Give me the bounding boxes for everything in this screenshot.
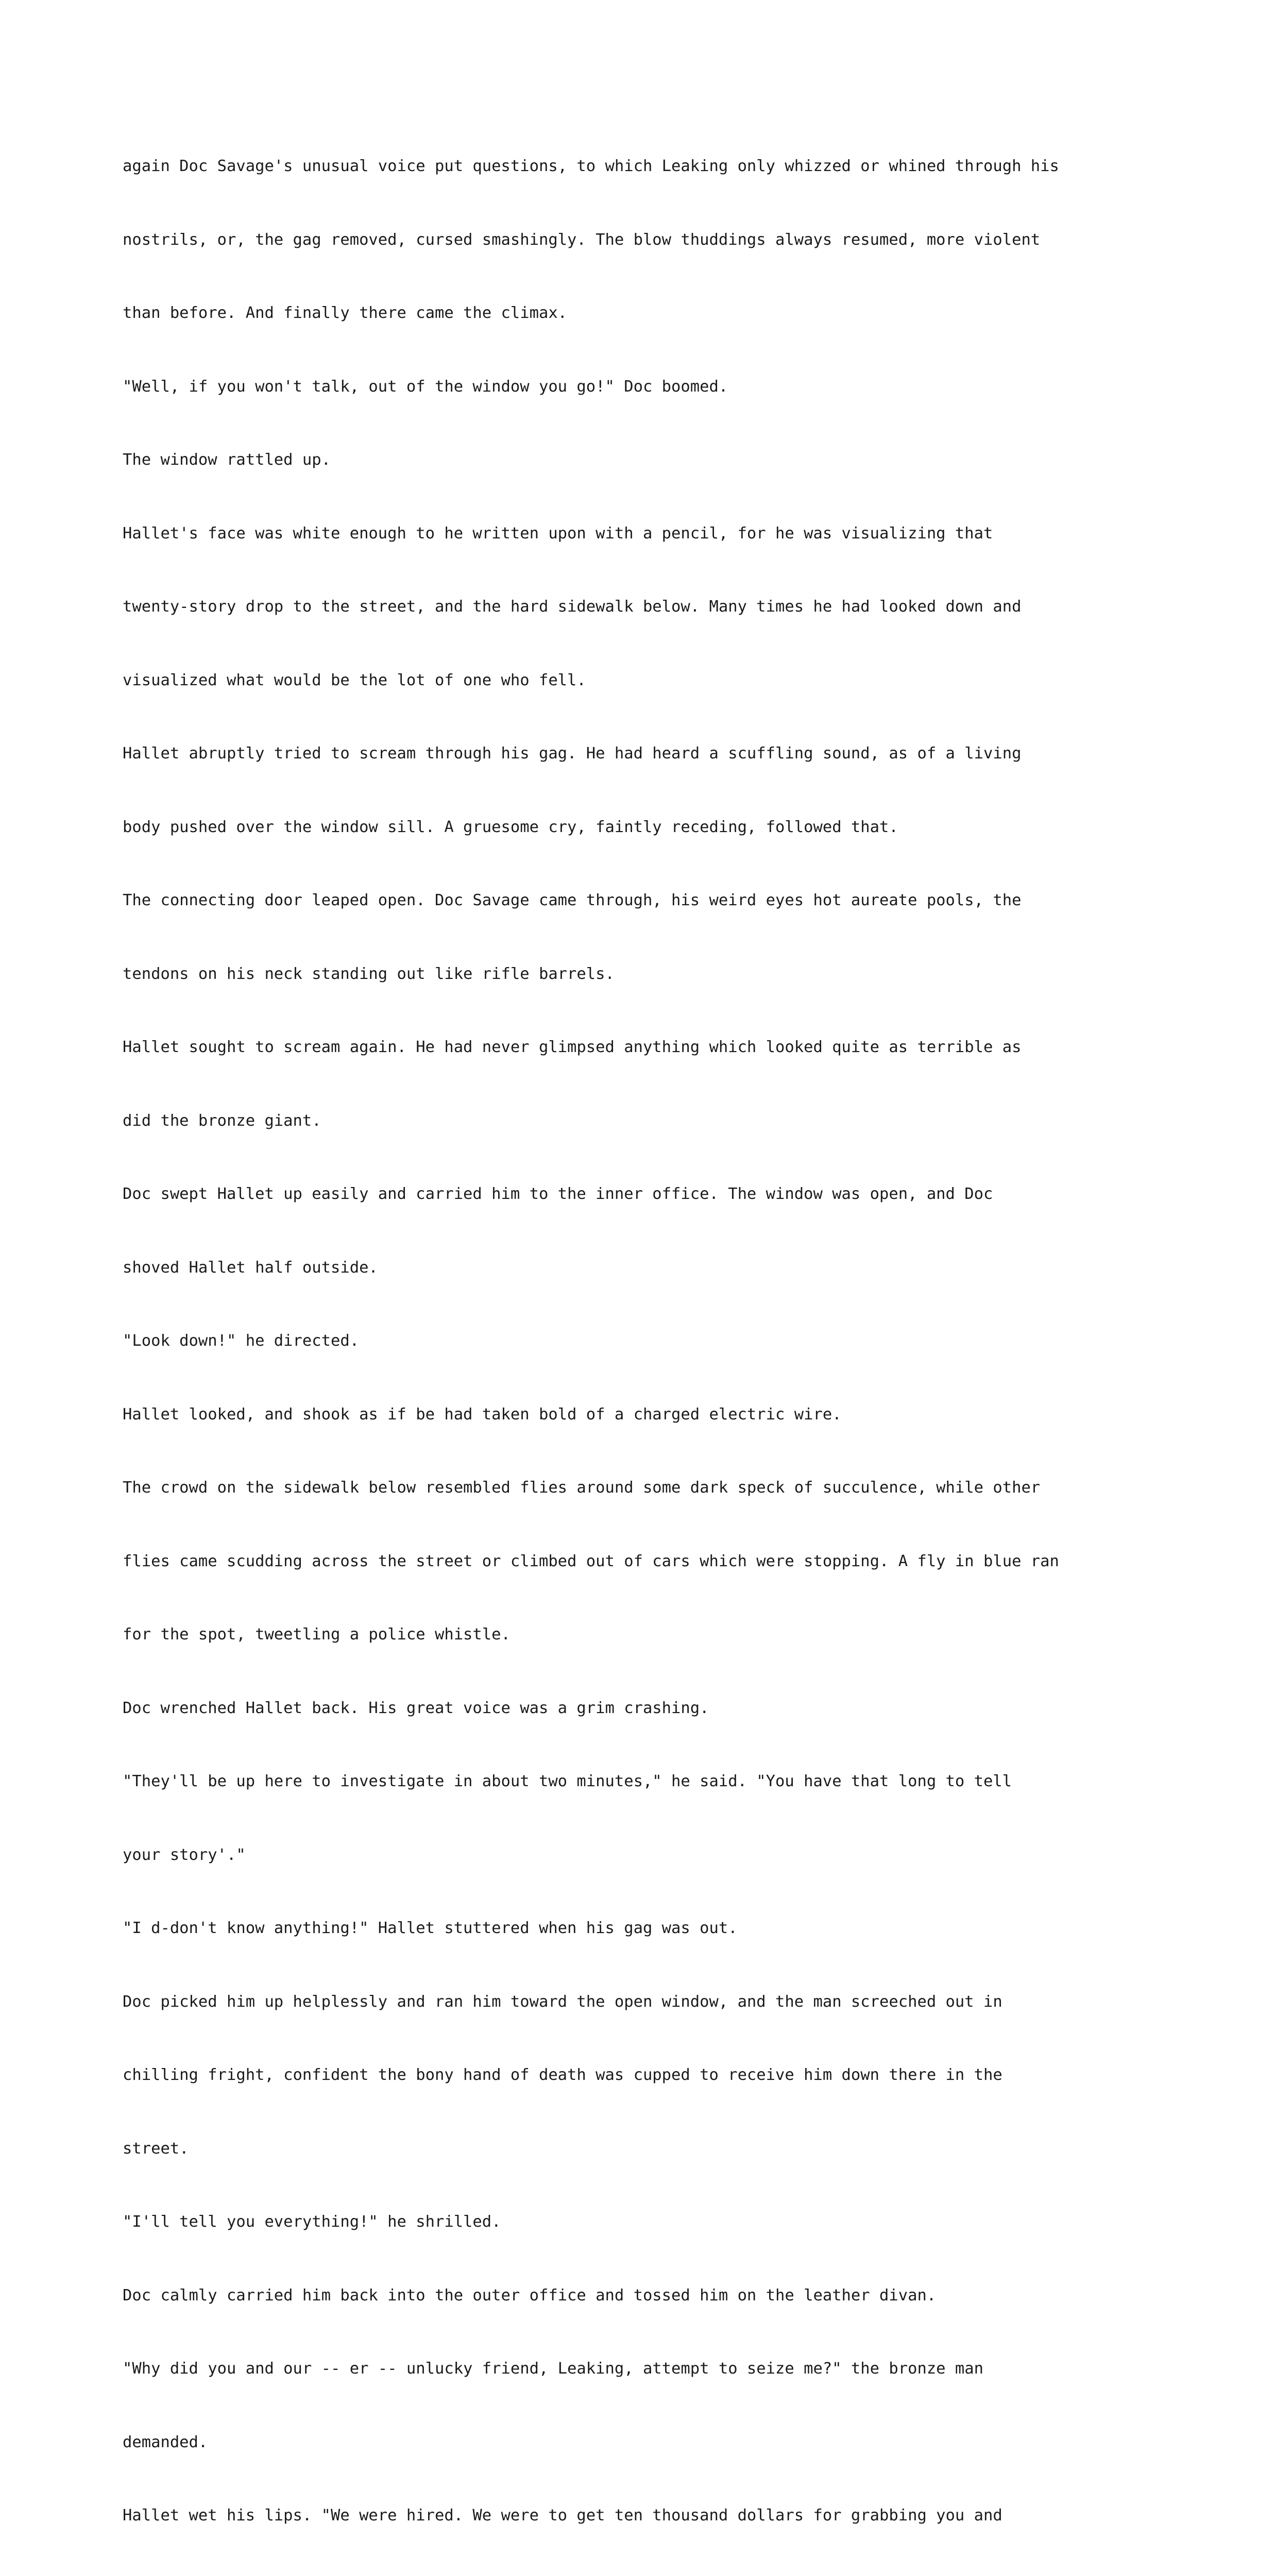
text-line: Hallet wet his lips. "We were hired. We were to get ten thousand dollars for grabbing you and — [123, 2506, 1002, 2524]
text-line: Doc picked him up helplessly and ran him toward the open window, and the man screeched out in — [123, 1992, 1002, 2011]
text-line: visualized what would be the lot of one who fell. — [123, 671, 586, 689]
text-line: "They'll be up here to investigate in about two minutes," he said. "You have that long to tell — [123, 1772, 1012, 1790]
text-line: The crowd on the sidewalk below resembled flies around some dark speck of succulence, while other — [123, 1479, 1041, 1497]
text-line: Doc swept Hallet up easily and carried him to the inner office. The window was open, and Doc — [123, 1185, 993, 1203]
text-line: The connecting door leaped open. Doc Savage came through, his weird eyes hot aureate pools, the — [123, 891, 1022, 909]
text-line: your story'." — [123, 1845, 246, 1864]
text-line: "Well, if you won't talk, out of the window you go!" Doc boomed. — [123, 377, 728, 396]
text-line: shoved Hallet half outside. — [123, 1258, 378, 1277]
text-line: tendons on his neck standing out like rifle barrels. — [123, 964, 615, 983]
text-line: Doc wrenched Hallet back. His great voice was a grim crashing. — [123, 1699, 709, 1717]
text-line: "Why did you and our -- er -- unlucky friend, Leaking, attempt to seize me?" the bronze man — [123, 2360, 983, 2378]
text-line: "I d-don't know anything!" Hallet stuttered when his gag was out. — [123, 1919, 738, 1937]
text-line: twenty-story drop to the street, and the hard sidewalk below. Many times he had looked down and — [123, 598, 1022, 616]
text-line: street. — [123, 2139, 189, 2158]
text-line: body pushed over the window sill. A gruesome cry, faintly receding, followed that. — [123, 818, 898, 836]
text-line: again Doc Savage's unusual voice put questions, to which Leaking only whizzed or whined through his — [123, 157, 1059, 175]
text-line: demanded. — [123, 2433, 208, 2451]
text-line: chilling fright, confident the bony hand of death was cupped to receive him down there in the — [123, 2066, 1002, 2084]
text-line: flies came scudding across the street or climbed out of cars which were stopping. A fly in blue ran — [123, 1552, 1059, 1570]
text-line: Hallet looked, and shook as if be had taken bold of a charged electric wire. — [123, 1405, 842, 1423]
text-line: did the bronze giant. — [123, 1111, 321, 1130]
text-line: Hallet's face was white enough to he written upon with a pencil, for he was visualizing that — [123, 524, 993, 543]
text-line: than before. And finally there came the climax. — [123, 304, 568, 322]
text-line: nostrils, or, the gag removed, cursed smashingly. The blow thuddings always resumed, more violent — [123, 230, 1041, 249]
text-line: Hallet sought to scream again. He had never glimpsed anything which looked quite as terrible as — [123, 1038, 1022, 1056]
text-line: Doc calmly carried him back into the outer office and tossed him on the leather divan. — [123, 2286, 937, 2304]
text-line: The window rattled up. — [123, 451, 331, 469]
text-line: for the spot, tweetling a police whistle. — [123, 1625, 511, 1643]
text-line: Hallet abruptly tried to scream through his gag. He had heard a scuffling sound, as of a living — [123, 744, 1022, 762]
text-line: "Look down!" he directed. — [123, 1332, 360, 1350]
document-page — [123, 105, 1168, 2576]
text-line: "I'll tell you everything!" he shrilled. — [123, 2213, 501, 2231]
